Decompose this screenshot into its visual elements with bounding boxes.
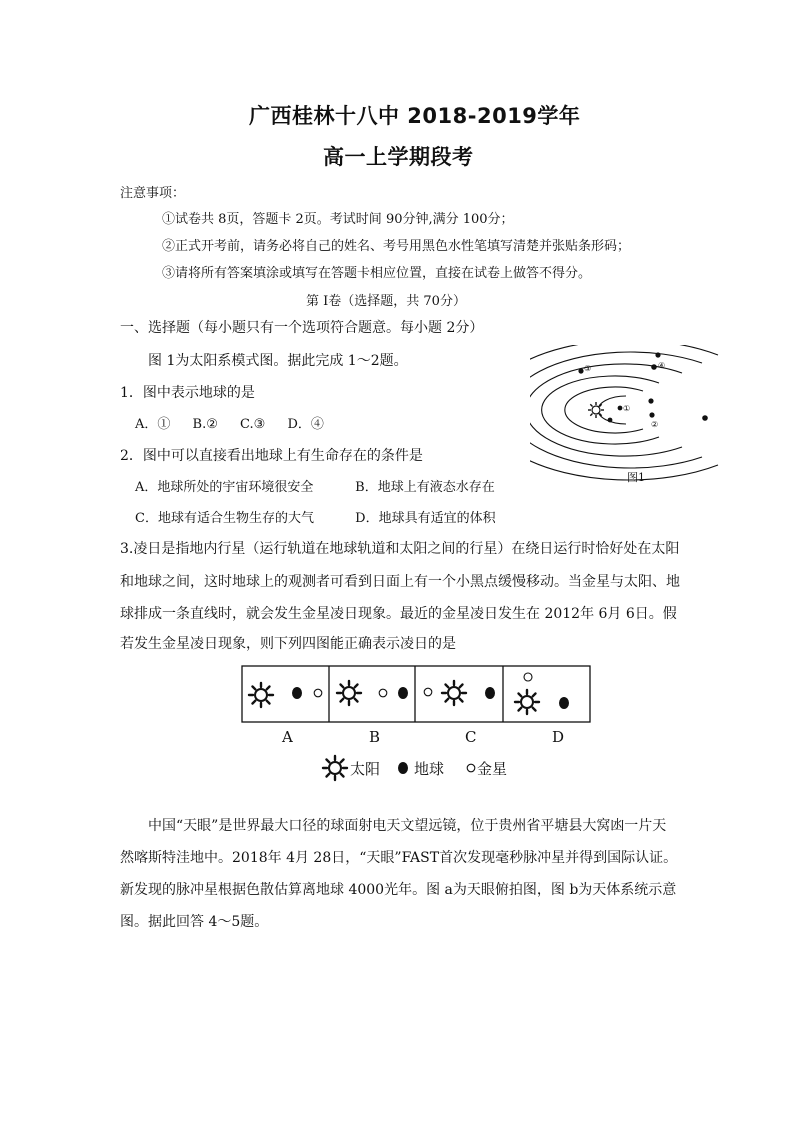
panel-label-b: B (369, 728, 381, 746)
earth-icon (292, 687, 302, 699)
q1-option-c[interactable]: C.③ (240, 417, 266, 432)
q1-option-d[interactable]: D．④ (287, 417, 324, 432)
note-item-1: ①试卷共 8页，答题卡 2页。考试时间 90分钟,满分 100分； (162, 212, 514, 227)
panel-label-a: A (282, 728, 293, 746)
figure1-caption: 图1 (627, 471, 645, 484)
q3-line-3: 球排成一条直线时，就会发生金星凌日现象。最近的金星凌日发生在 2012年 6月 6日。假 (120, 606, 677, 622)
legend-venus-icon (467, 764, 475, 772)
orbit-4 (530, 364, 682, 456)
planet-neptune (655, 352, 660, 357)
legend-sun-label: 太阳 (350, 760, 381, 778)
sun-icon (515, 690, 539, 714)
planet-mars (648, 398, 653, 403)
part-title: 一、选择题（每小题只有一个选项符合题意。每小题 2分） (120, 320, 484, 336)
q1-stem: 1．图中表示地球的是 (120, 385, 255, 401)
passage-line-2: 然喀斯特洼地中。2018年 4月 28日，“天眼”FAST首次发现毫秒脉冲星并得到国际认证。 (120, 850, 678, 866)
orbit-5 (530, 352, 702, 468)
panel-label-c: C (465, 728, 477, 746)
venus-icon (524, 673, 532, 681)
q2-option-a[interactable]: A．地球所处的宇宙环境很安全 (135, 480, 314, 495)
transit-legend (323, 756, 507, 780)
q2-options-row2 (135, 507, 496, 526)
transit-panel-a[interactable] (249, 683, 322, 707)
earth-icon (559, 697, 569, 709)
passage-line-1: 中国“天眼”是世界最大口径的球面射电天文望远镜，位于贵州省平塘县大窝凼一片天 (148, 818, 667, 834)
venus-icon (379, 689, 387, 697)
planet-mercury (608, 418, 613, 423)
q2-option-d[interactable]: D．地球具有适宜的体积 (355, 511, 496, 526)
q2-stem: 2．图中可以直接看出地球上有生命存在的条件是 (120, 448, 423, 464)
planet-jupiter (651, 364, 657, 370)
sun-icon (249, 683, 273, 707)
intro-fig1: 图 1为太阳系模式图。据此完成 1～2题。 (148, 353, 408, 369)
transit-figure (236, 662, 596, 786)
volume-title: 第 I卷（选择题，共 70分） (306, 294, 466, 309)
note-item-2: ②正式开考前，请务必将自己的姓名、考号用黑色水性笔填写清楚并张贴条形码； (162, 239, 631, 254)
sun-icon (588, 402, 604, 418)
venus-icon (424, 688, 432, 696)
q3-line-2: 和地球之间，这时地球上的观测者可看到日面上有一个小黑点缓慢移动。当金星与太阳、地 (120, 574, 680, 590)
marker-3: ③ (584, 364, 592, 373)
transit-panel-b[interactable] (337, 681, 408, 705)
earth-icon (398, 687, 408, 699)
panel-label-d: D (552, 728, 565, 746)
sun-icon (337, 681, 361, 705)
legend-venus-label: 金星 (477, 760, 508, 778)
q2-option-b[interactable]: B．地球上有液态水存在 (355, 480, 495, 495)
q1-option-a[interactable]: A．① (135, 417, 171, 432)
q1-option-b[interactable]: B.② (192, 417, 218, 432)
transit-panel-d[interactable] (515, 673, 569, 714)
solar-system-figure (530, 345, 730, 490)
marker-1: ① (623, 404, 631, 413)
venus-icon (314, 689, 322, 697)
exam-subtitle: 高一上学期段考 (323, 145, 474, 169)
legend-earth-icon (398, 762, 408, 774)
transit-panel-c[interactable] (424, 681, 495, 705)
q3-line-4: 若发生金星凌日现象，则下列四图能正确表示凌日的是 (120, 636, 456, 652)
passage-line-3: 新发现的脉冲星根据色散估算离地球 4000光年。图 a为天眼俯拍图，图 b为天体系统示意 (120, 882, 677, 898)
q1-options (135, 413, 342, 432)
legend-sun-icon (323, 756, 347, 780)
exam-title: 广西桂林十八中 2018-2019学年 (249, 104, 581, 128)
notes-heading: 注意事项： (120, 186, 186, 201)
planet-saturn (702, 415, 708, 421)
passage-line-4: 图。据此回答 4～5题。 (120, 914, 269, 930)
planet-uranus (578, 368, 583, 373)
marker-4: ④ (658, 361, 666, 370)
earth-icon (485, 687, 495, 699)
q2-options-row1 (135, 476, 495, 495)
note-item-3: ③请将所有答案填涂或填写在答题卡相应位置，直接在试卷上做答不得分。 (162, 266, 592, 281)
sun-icon (442, 681, 466, 705)
legend-earth-label: 地球 (414, 760, 445, 778)
planet-venus (618, 406, 623, 411)
marker-2: ② (651, 420, 659, 429)
q3-line-1: 3.凌日是指地内行星（运行轨道在地球轨道和太阳之间的行星）在绕日运行时恰好处在太阳 (120, 541, 680, 557)
planet-earth (649, 412, 654, 417)
q2-option-c[interactable]: C．地球有适合生物生存的大气 (135, 511, 314, 526)
